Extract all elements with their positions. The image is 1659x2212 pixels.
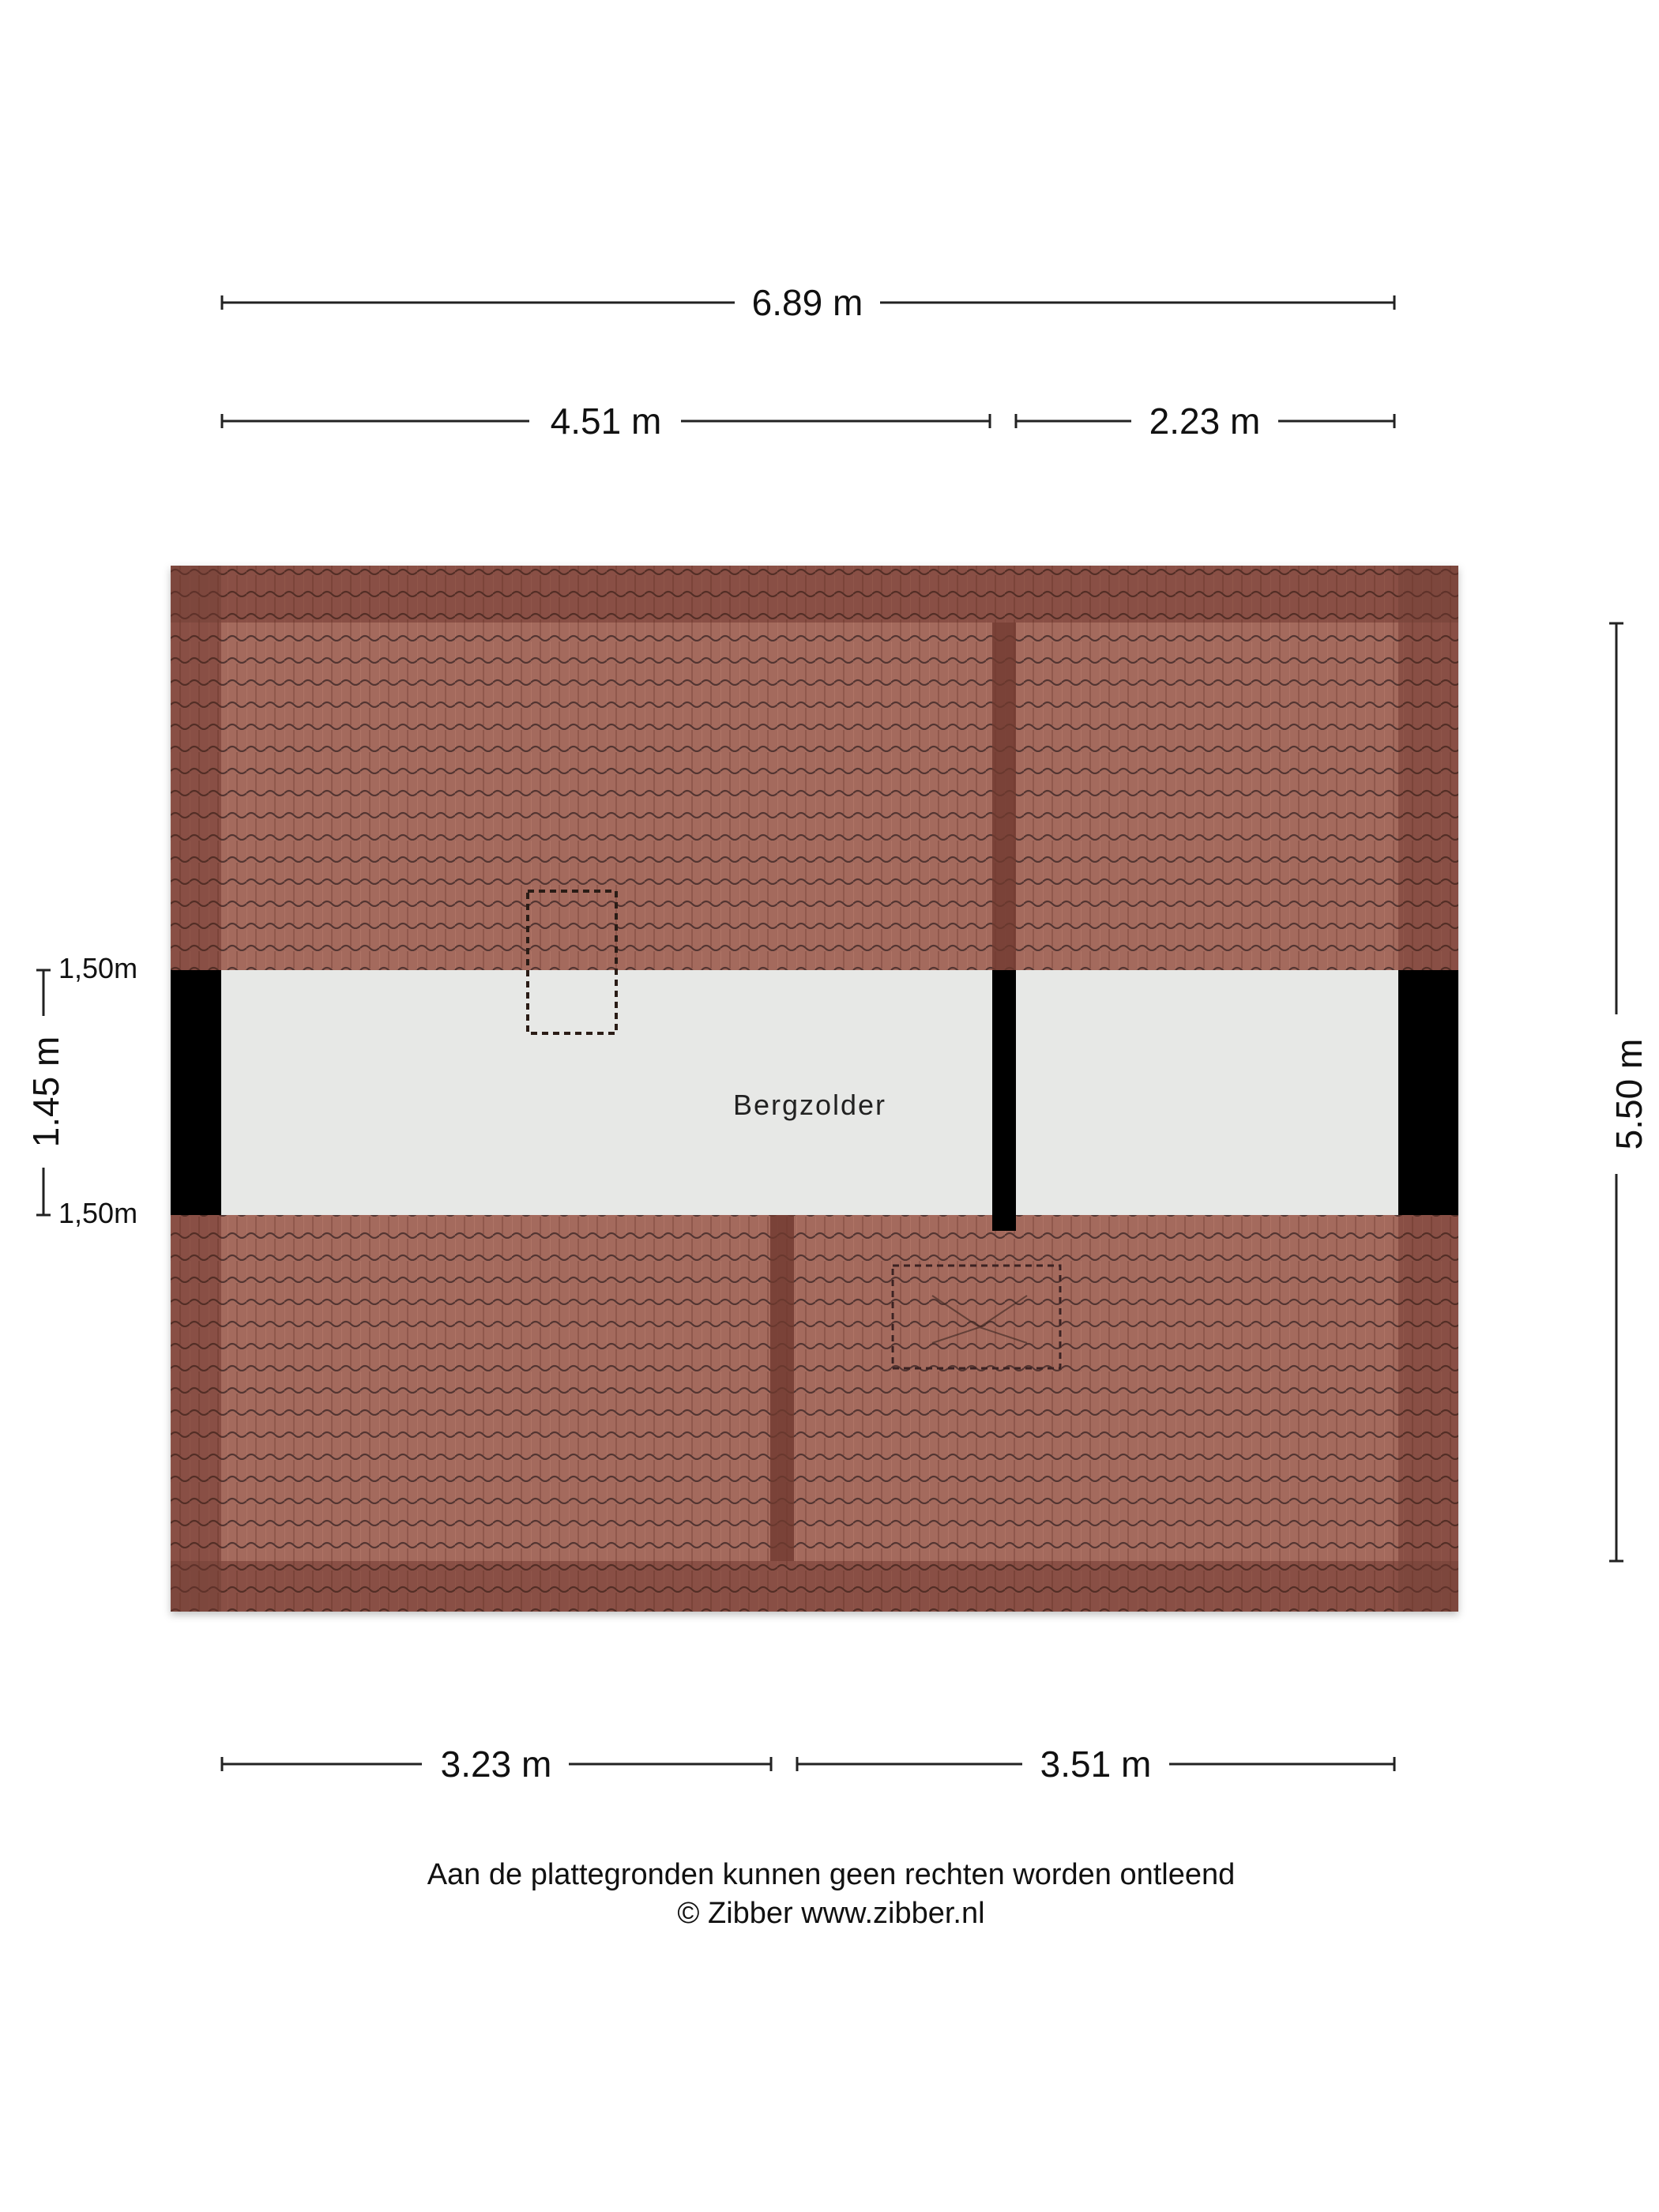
dimension-left-bottom-label: 1,50m bbox=[58, 1197, 138, 1229]
dimension-bottom-right-label: 3.51 m bbox=[1040, 1744, 1152, 1785]
dimension-bottom-left bbox=[222, 1744, 771, 1785]
dimension-left-top-label: 1,50m bbox=[58, 952, 138, 984]
dimension-top-total-label: 6.89 m bbox=[751, 282, 863, 323]
wall-middle bbox=[992, 970, 1016, 1231]
building-plan bbox=[171, 566, 1458, 1612]
dimension-top-right bbox=[1016, 401, 1394, 442]
room-label-bergzolder: Bergzolder bbox=[732, 1089, 887, 1121]
dimension-left-height bbox=[25, 952, 137, 1229]
dimension-top-left bbox=[222, 401, 990, 442]
room-right-floor bbox=[1016, 970, 1398, 1215]
footer-copyright: © Zibber www.zibber.nl bbox=[677, 1897, 985, 1930]
dimension-left-height-label: 1.45 m bbox=[25, 1036, 66, 1148]
wall-right bbox=[1398, 970, 1458, 1215]
footer-disclaimer: Aan de plattegronden kunnen geen rechten worden ontleend bbox=[427, 1858, 1236, 1891]
dimension-top-total bbox=[222, 282, 1394, 323]
roof-ridge-top bbox=[992, 623, 1016, 970]
dimension-bottom-left-label: 3.23 m bbox=[440, 1744, 552, 1785]
dimension-top-right-label: 2.23 m bbox=[1149, 401, 1261, 442]
dimension-top-left-label: 4.51 m bbox=[550, 401, 662, 442]
wall-left bbox=[171, 970, 221, 1215]
roof-ridge-bottom bbox=[770, 1215, 794, 1561]
dimension-right-height-label: 5.50 m bbox=[1608, 1038, 1650, 1150]
dimension-right-height bbox=[1608, 623, 1650, 1561]
dimension-bottom-right bbox=[797, 1744, 1394, 1785]
